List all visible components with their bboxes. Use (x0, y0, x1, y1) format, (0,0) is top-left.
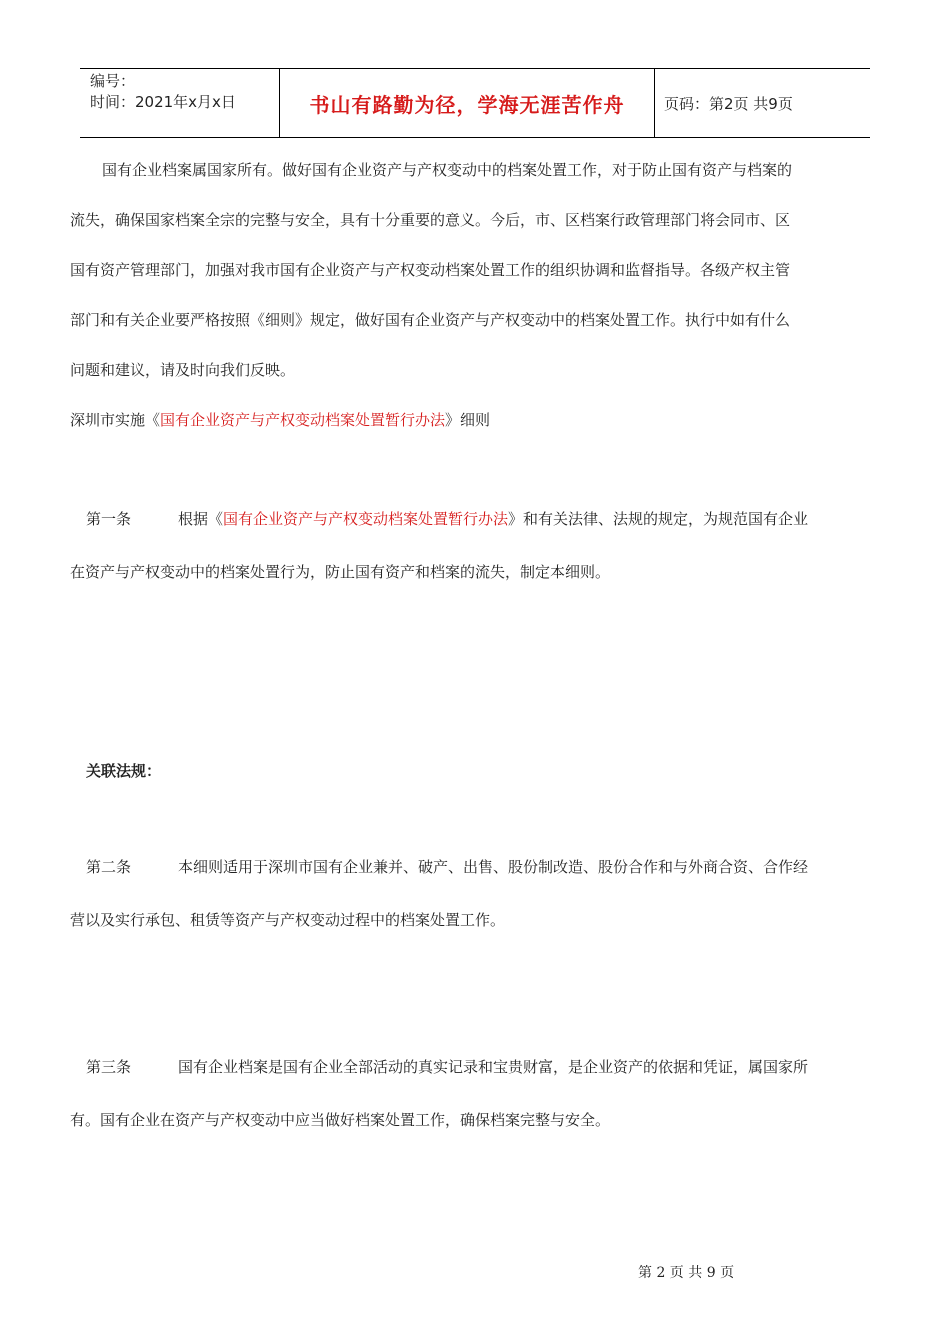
article-text: 根据《 (178, 510, 224, 528)
document-number-label: 编号： (90, 72, 136, 90)
document-date-label: 时间：2021年x月x日 (90, 93, 236, 111)
intro-line: 流失，确保国家档案全宗的完整与安全，具有十分重要的意义。今后，市、区档案行政管理部门将会同市、区 (70, 211, 791, 229)
article-law-link[interactable]: 国有企业资产与产权变动档案处置暂行办法 (223, 510, 509, 528)
intro-line: 国有资产管理部门，加强对我市国有企业资产与产权变动档案处置工作的组织协调和监督指导。各级产权主管 (70, 261, 791, 279)
header-meta (80, 69, 280, 137)
title-prefix: 深圳市实施《 (70, 411, 161, 429)
article-text-continued: 在资产与产权变动中的档案处置行为，防止国有资产和档案的流失，制定本细则。 (70, 563, 611, 581)
document-title (70, 395, 882, 445)
article-text: 本细则适用于深圳市国有企业兼并、破产、出售、股份制改造、股份合作和与外商合资、合作经 (178, 858, 809, 876)
header-motto: 书山有路勤为径，学海无涯苦作舟 (309, 92, 625, 117)
title-suffix: 》细则 (445, 411, 491, 429)
intro-line: 问题和建议，请及时向我们反映。 (70, 361, 296, 379)
article-3 (70, 1041, 882, 1147)
related-laws-label: 关联法规： (86, 762, 162, 780)
page-footer: 第 2 页 共 9 页 (638, 1265, 735, 1281)
article-text-continued: 营以及实行承包、租赁等资产与产权变动过程中的档案处置工作。 (70, 911, 506, 929)
title-law-link[interactable]: 国有企业资产与产权变动档案处置暂行办法 (160, 411, 446, 429)
article-text: 国有企业档案是国有企业全部活动的真实记录和宝贵财富，是企业资产的依据和凭证，属国家所 (178, 1058, 809, 1076)
article-text: 》和有关法律、法规的规定，为规范国有企业 (508, 510, 809, 528)
page-header (80, 68, 870, 138)
article-text-continued: 有。国有企业在资产与产权变动中应当做好档案处置工作，确保档案完整与安全。 (70, 1111, 611, 1129)
intro-line: 国有企业档案属国家所有。做好国有企业资产与产权变动中的档案处置工作，对于防止国有资产与档案的 (102, 161, 793, 179)
intro-paragraph (70, 145, 882, 395)
article-1 (70, 493, 882, 599)
article-number: 第二条 (86, 858, 132, 876)
intro-line: 部门和有关企业要严格按照《细则》规定，做好国有企业资产与产权变动中的档案处置工作。执行中如有什么 (70, 311, 791, 329)
article-number: 第一条 (86, 510, 132, 528)
header-motto-cell (280, 69, 655, 137)
article-number: 第三条 (86, 1058, 132, 1076)
article-2 (70, 841, 882, 947)
header-page-label: 页码：第2页 共9页 (664, 94, 793, 113)
